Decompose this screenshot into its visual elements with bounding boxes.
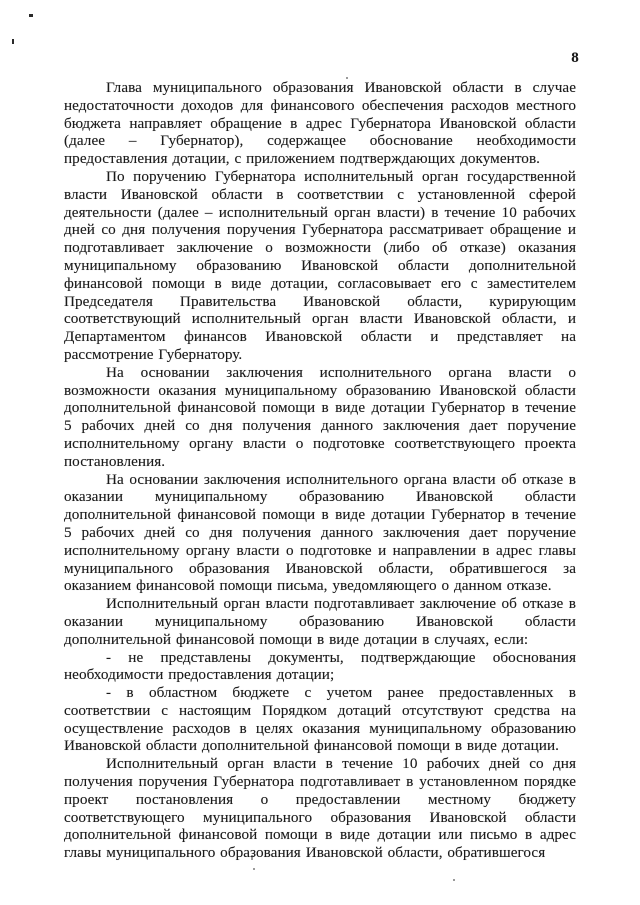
paragraph-positive-conclusion: На основании заключения исполнительного органа власти о возможности оказания муниципальному образованию Ивановской области дополнительной финансовой помощи в виде дотации Губернатор в течение 5 рабочих дней со дня получения данного заключения дает поручение исполнительному органу власти о подготовке соответствующего проекта постановления. [64, 363, 576, 470]
page-number: 8 [571, 50, 579, 66]
paragraph-refusal-conclusion: На основании заключения исполнительного органа власти об отказе в оказании муниципальному образованию Ивановской области дополнительной финансовой помощи в виде дотации Губернатор в течение 5 рабочих дней со дня получения данного заключения дает поручение исполнительному органу власти о подготовке и направлении в адрес главы муниципального образования Ивановской области, обратившегося за оказанием финансовой помощи письма, уведомляющего о данном отказе. [64, 470, 576, 595]
paragraph-refusal-cases-intro: Исполнительный орган власти подготавливает заключение об отказе в оказании муниципальному образованию Ивановской области дополнительной финансовой помощи в виде дотации в случаях, если: [64, 595, 576, 648]
scan-speck [12, 39, 14, 44]
paragraph-head-of-municipality: Глава муниципального образования Ивановской области в случае недостаточности доходов для финансового обеспечения расходов местного бюджета направляет обращение в адрес Губернатора Ивановской области (далее – Губернатор), содержащее обоснование необходимости предоставления дотации, с приложением подтверждающих документов. [64, 79, 576, 168]
scan-speck [29, 14, 33, 17]
scan-speck [253, 868, 255, 870]
paragraph-governor-instruction: По поручению Губернатора исполнительный орган государственной власти Ивановской области в соответствии с установленной сферой деятельности (далее – исполнительный орган власти) в течение 10 рабочих дней со дня получения поручения Губернатора рассматривает обращение и подготавливает заключение о возможности (либо об отказе) оказания муниципальному образованию Ивановской области дополнительной финансовой помощи в виде дотации, согласовывает его с заместителем Председателя Правительства Ивановской области, курирующим соответствующий исполнительный орган власти Ивановской области, и Департаментом финансов Ивановской области и представляет на рассмотрение Губернатору. [64, 167, 576, 363]
paragraph-refusal-case-documents: - не представлены документы, подтверждающие обоснования необходимости предоставления дотации; [64, 648, 576, 684]
scan-speck [453, 879, 455, 881]
document-body [64, 79, 576, 862]
paragraph-draft-resolution: Исполнительный орган власти в течение 10 рабочих дней со дня получения поручения Губернатора подготавливает в установленном порядке проект постановления о предоставлении местному бюджету соответствующего муниципального образования Ивановской области дополнительной финансовой помощи в виде дотации или письмо в адрес главы муниципального образования Ивановской области, обратившегося [64, 755, 576, 862]
paragraph-refusal-case-budget: - в областном бюджете с учетом ранее предоставленных в соответствии с настоящим Порядком дотаций отсутствуют средства на осуществление расходов в целях оказания муниципальному образованию Ивановской области дополнительной финансовой помощи в виде дотации. [64, 684, 576, 755]
